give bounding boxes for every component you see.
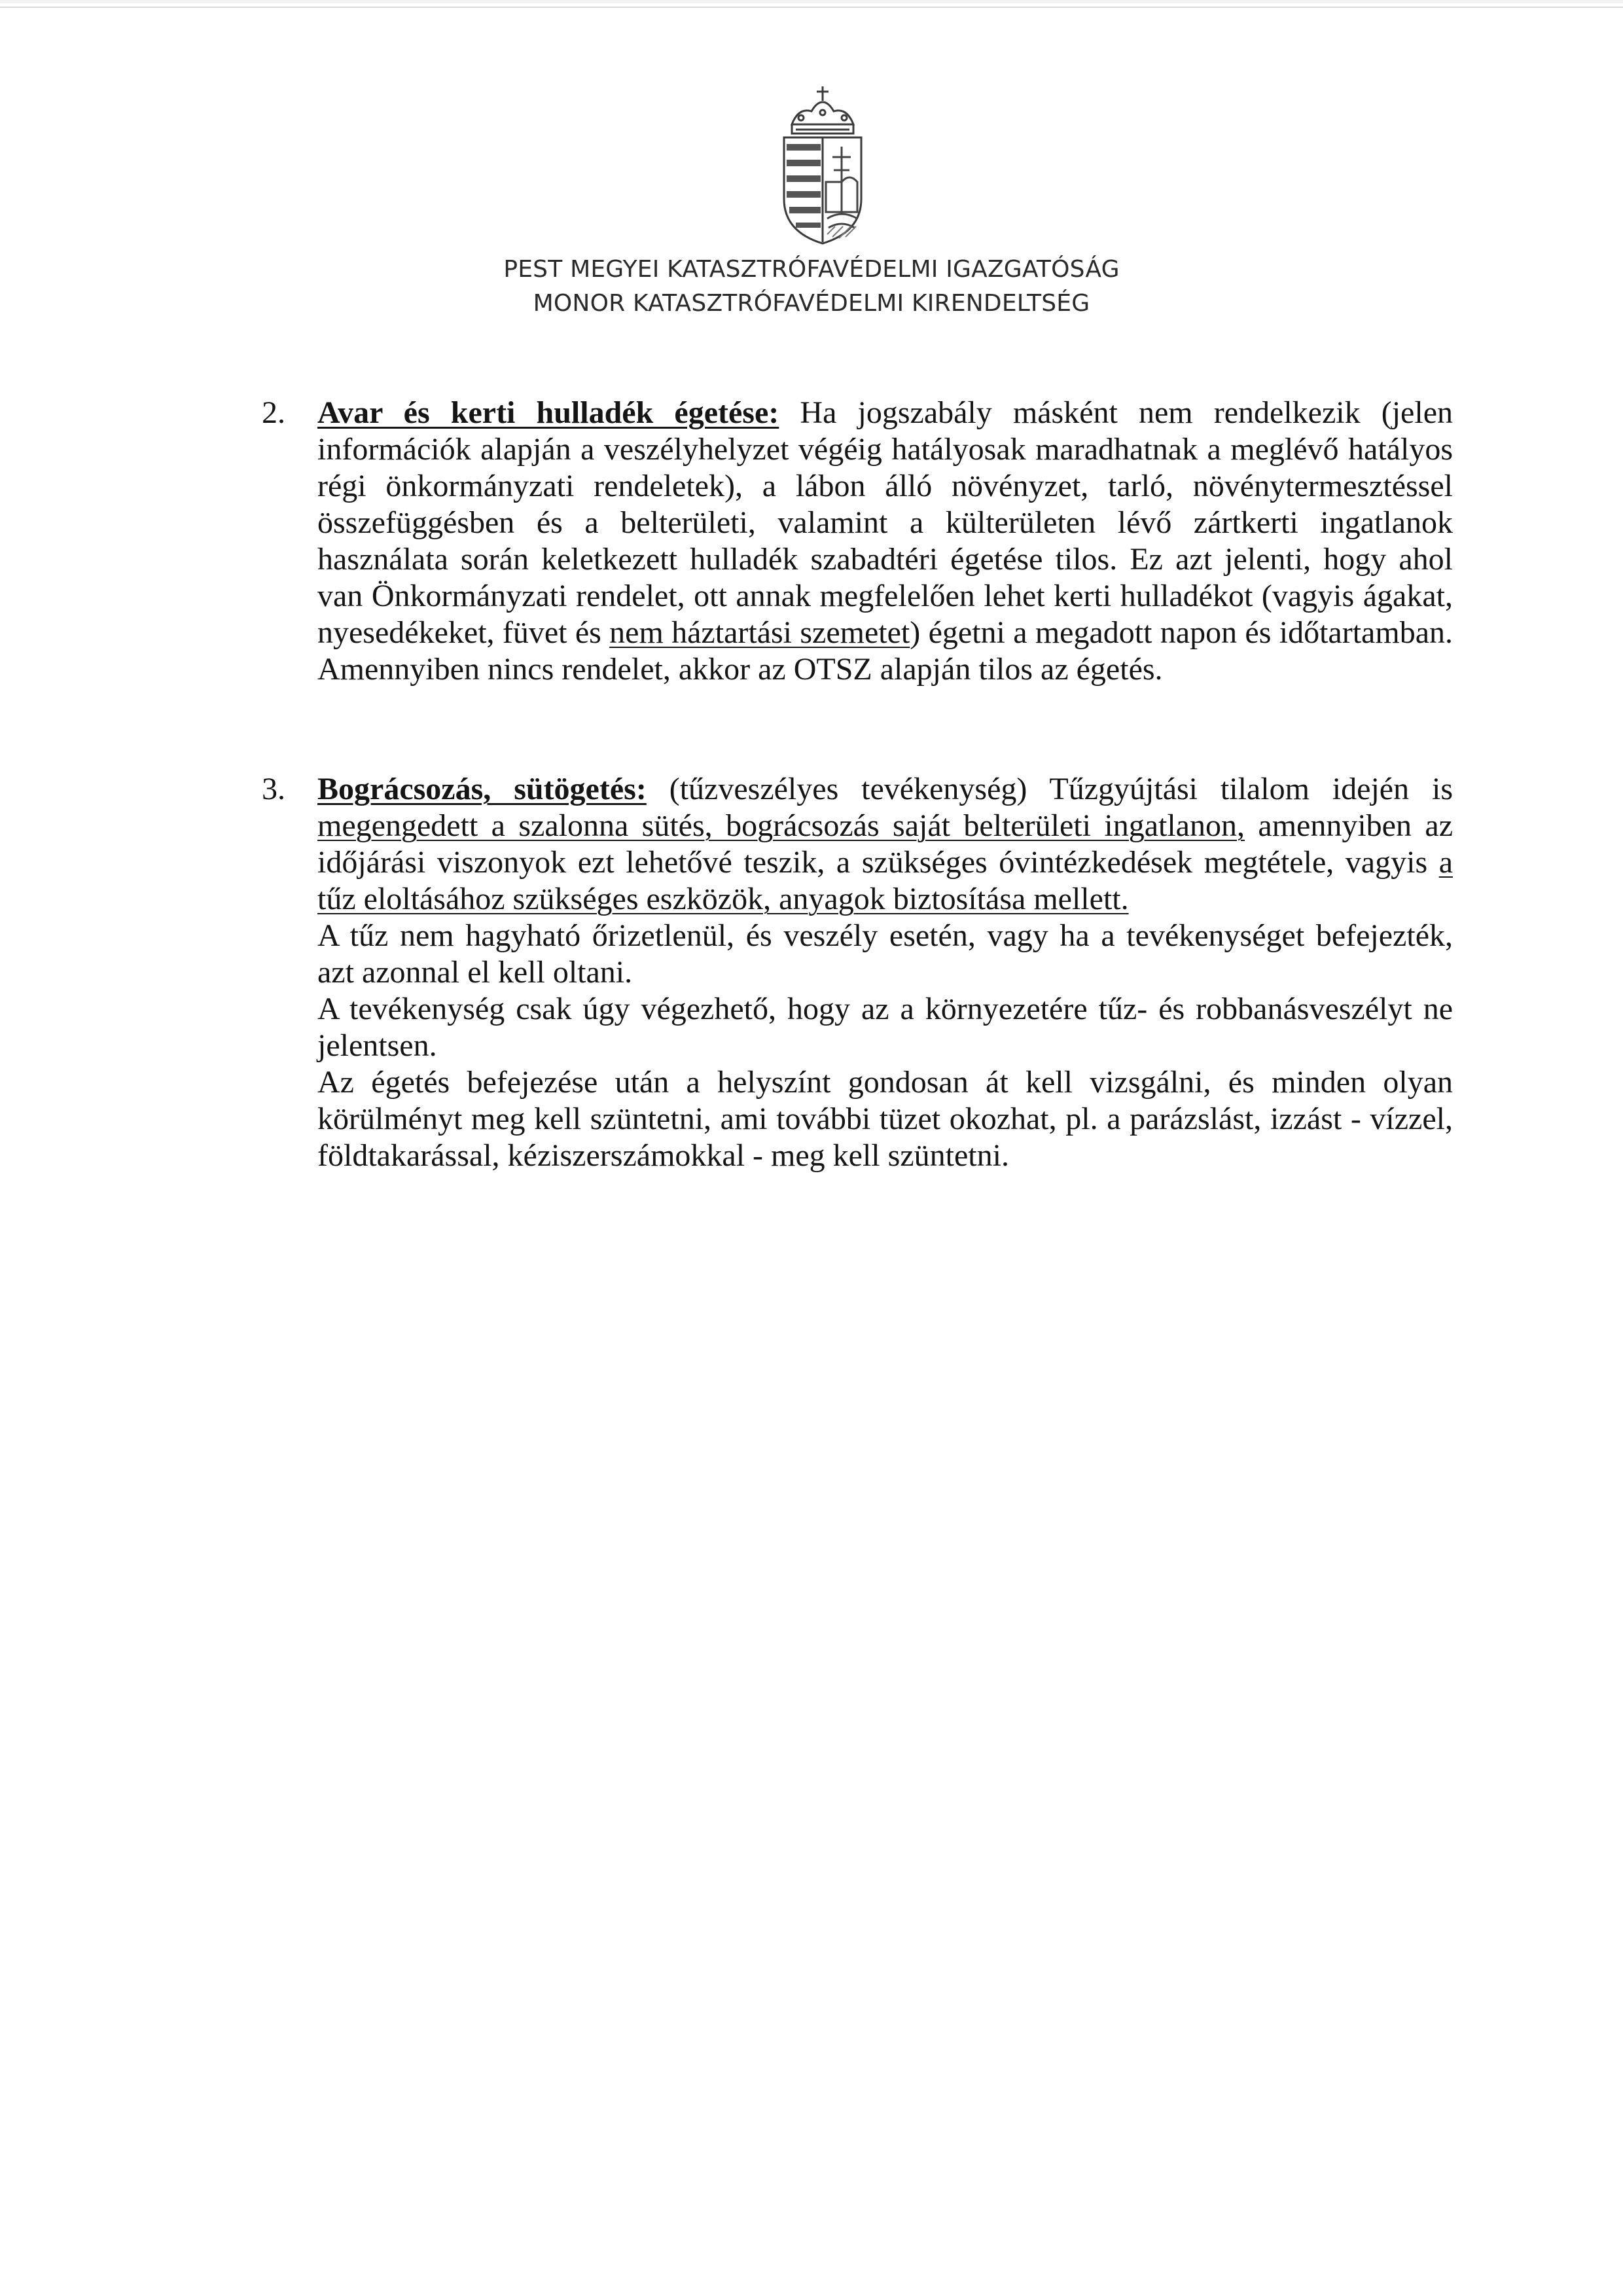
paragraph: A tevékenység csak úgy végezhető, hogy az a környezetére tűz- és robbanásveszélyt ne jelentsen. — [317, 992, 1453, 1063]
item-number: 2. — [262, 395, 285, 430]
text-segment: ) égetni a megadott napon és időtartamban. Amennyiben nincs rendelet, akkor az OTSZ alapján tilos az égetés. — [317, 615, 1453, 687]
text-segment: amennyiben az időjárási viszonyok ezt lehetővé teszik, a szükséges óvintézkedések megtétele, vagyis — [317, 808, 1453, 880]
paragraph: A tűz nem hagyható őrizetlenül, és veszély esetén, vagy ha a tevékenységet befejezték, azt azonnal el kell oltani. — [317, 918, 1453, 990]
item-heading: Bográcsozás, sütögetés: — [317, 772, 647, 806]
item-heading: Avar és kerti hulladék égetése: — [317, 395, 779, 430]
underlined-phrase: a tűz eloltásához szükséges eszközök, anyagok biztosítása mellett. — [317, 845, 1453, 916]
underlined-phrase: nem háztartási szemetet — [609, 615, 910, 650]
item-text — [317, 395, 1453, 688]
letterhead-directorate: PEST MEGYEI KATASZTRÓFAVÉDELMI IGAZGATÓSÁG — [503, 256, 1120, 283]
paragraph: Az égetés befejezése után a helyszínt gondosan át kell vizsgálni, és minden olyan körülményt meg kell szüntetni, ami további tüzet okozhat, pl. a parázslást, izzást - vízzel, földtakarással, kéziszerszámokkal - meg kell szüntetni. — [317, 1065, 1453, 1173]
item-number: 3. — [262, 772, 285, 806]
hungarian-coat-of-arms — [772, 84, 873, 249]
scan-edge — [0, 0, 1623, 3]
paragraph — [317, 771, 1453, 918]
text-segment: Ha jogszabály másként nem rendelkezik (jelen információk alapján a veszélyhelyzet végéig hatályosak maradhatnak a meglévő hatályos régi önkormányzati rendeletek), a lábon álló növényzet, tarló, növénytermesztéssel összefüggésben és a belterületi, valamint a külterületen lévő zártkerti ingatlanok használata során keletkezett hulladék szabadtéri égetése tilos. Ez azt jelenti, hogy ahol van Önkormányzati rendelet, ott annak megfelelően lehet kerti hulladékot (vagyis ágakat, nyesedékeket, füvet és — [317, 395, 1453, 650]
letterhead — [0, 253, 1623, 321]
scan-line — [0, 7, 1623, 8]
paragraph — [317, 395, 1453, 688]
letterhead-office: MONOR KATASZTRÓFAVÉDELMI KIRENDELTSÉG — [533, 290, 1090, 317]
text-segment: (tűzveszélyes tevékenység) Tűzgyújtási tilalom idején is — [646, 772, 1453, 806]
underlined-phrase: megengedett a szalonna sütés, bográcsozás saját belterületi ingatlanon, — [317, 808, 1245, 843]
item-text — [317, 771, 1453, 1174]
